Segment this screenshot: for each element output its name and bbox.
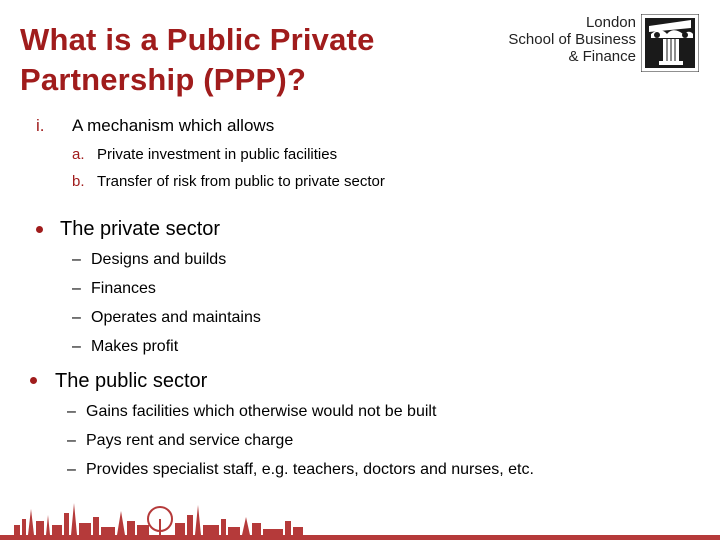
private-item-2: Finances	[91, 280, 156, 297]
private-item-4: Makes profit	[91, 338, 179, 355]
public-dash-3: –	[67, 461, 76, 478]
private-dash-3: –	[72, 309, 81, 326]
bullet-public-sector	[30, 377, 37, 384]
bullet-private-sector	[36, 226, 43, 233]
private-dash-2: –	[72, 280, 81, 297]
private-dash-4: –	[72, 338, 81, 355]
greek-column-icon	[641, 14, 699, 72]
logo-line-2: School of Business	[508, 31, 636, 48]
public-item-1: Gains facilities which otherwise would not be built	[86, 403, 437, 420]
private-sector-heading: The private sector	[60, 218, 221, 240]
alpha-item-a: Private investment in public facilities	[97, 146, 338, 163]
public-item-3: Provides specialist staff, e.g. teachers, doctors and nurses, etc.	[86, 461, 534, 478]
roman-marker: i.	[36, 116, 45, 135]
alpha-marker-a: a.	[72, 146, 85, 163]
private-item-1: Designs and builds	[91, 251, 227, 268]
private-dash-1: –	[72, 251, 81, 268]
logo-line-3: & Finance	[568, 48, 636, 65]
slide-title-line-2: Partnership (PPP)?	[20, 62, 307, 97]
school-logo	[508, 14, 708, 76]
logo-line-1: London	[585, 14, 636, 31]
roman-item-text: A mechanism which allows	[72, 116, 275, 135]
public-dash-2: –	[67, 432, 76, 449]
alpha-marker-b: b.	[72, 173, 85, 190]
public-sector-heading: The public sector	[55, 370, 208, 392]
london-skyline-icon	[0, 495, 720, 540]
public-dash-1: –	[67, 403, 76, 420]
slide-title-line-1: What is a Public Private	[20, 22, 375, 57]
public-item-2: Pays rent and service charge	[86, 432, 294, 449]
logo-text	[508, 14, 636, 65]
alpha-item-b: Transfer of risk from public to private sector	[97, 173, 385, 190]
slide-title	[20, 20, 480, 100]
private-item-3: Operates and maintains	[91, 309, 261, 326]
